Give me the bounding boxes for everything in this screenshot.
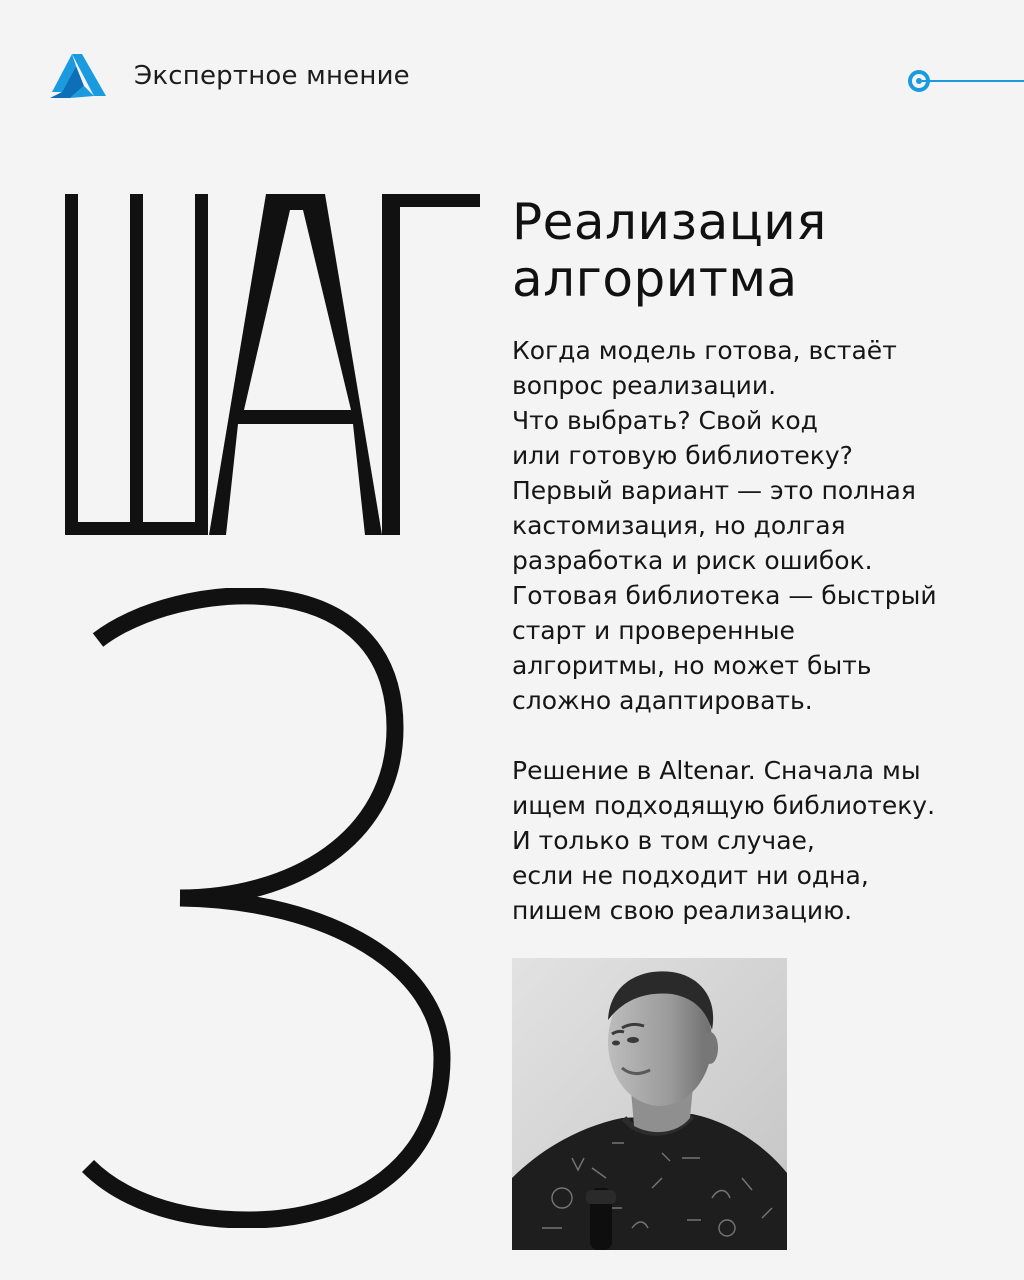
text-line: алгоритмы, но может быть	[512, 651, 872, 680]
portrait-illustration	[512, 958, 787, 1250]
text-line: разработка и риск ошибок.	[512, 546, 873, 575]
step-word	[60, 192, 480, 536]
heading-line-1: Реализация	[512, 193, 827, 251]
line-dot-decoration	[904, 66, 1024, 96]
article-body	[512, 333, 992, 928]
text-line: Первый вариант — это полная	[512, 476, 916, 505]
triangle-logo-icon	[48, 52, 108, 100]
header-title: Экспертное мнение	[134, 61, 410, 91]
text-line: Решение в Altenar. Сначала мы	[512, 756, 921, 785]
section-heading	[512, 194, 1002, 308]
heading-line-2: алгоритма	[512, 250, 798, 308]
paragraph-gap	[512, 718, 992, 753]
header	[0, 0, 1024, 160]
text-line: Готовая библиотека — быстрый	[512, 581, 937, 610]
step-number	[80, 588, 460, 1228]
text-line: И только в том случае,	[512, 826, 815, 855]
text-line: Что выбрать? Свой код	[512, 406, 818, 435]
text-line: сложно адаптировать.	[512, 686, 813, 715]
text-line: пишем свою реализацию.	[512, 896, 853, 925]
text-line: ищем подходящую библиотеку.	[512, 791, 936, 820]
text-line: вопрос реализации.	[512, 371, 777, 400]
text-line: кастомизация, но долгая	[512, 511, 846, 540]
text-line: если не подходит ни одна,	[512, 861, 869, 890]
text-line: Когда модель готова, встаёт	[512, 336, 897, 365]
text-line: старт и проверенные	[512, 616, 795, 645]
expert-photo	[512, 958, 787, 1250]
text-line: или готовую библиотеку?	[512, 441, 853, 470]
